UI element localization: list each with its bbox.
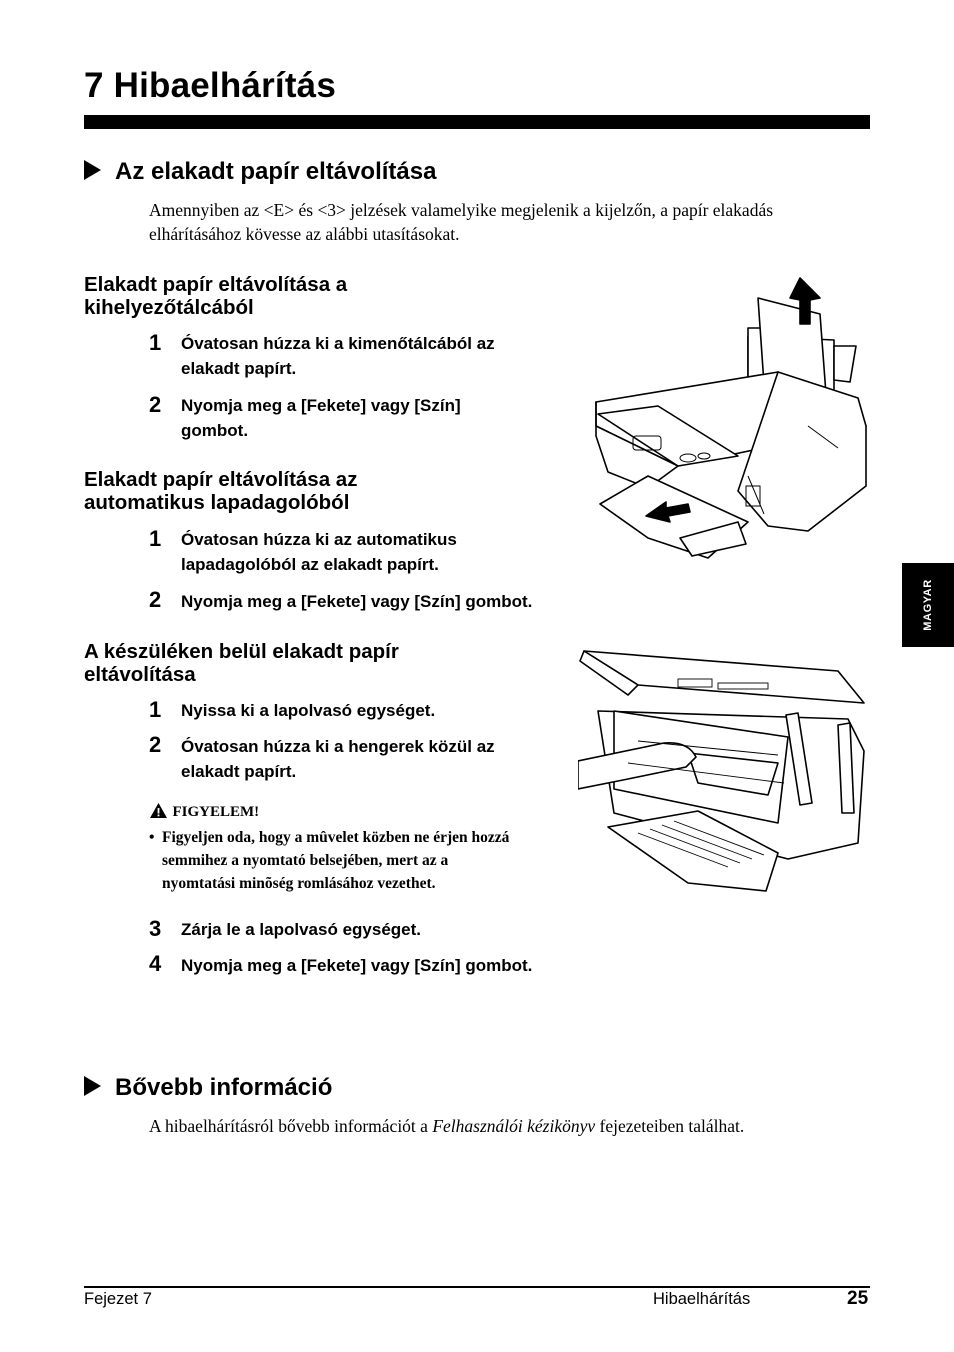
- intro-line: elhárításához kövesse az alábbi utasításokat.: [149, 224, 460, 244]
- step-line: elakadt papírt.: [181, 359, 297, 378]
- step-number: 2: [149, 392, 162, 417]
- subsection-title-output-tray: [84, 273, 347, 319]
- chapter-rule: [84, 115, 870, 129]
- subsection-title-line: Elakadt papír eltávolítása az: [84, 468, 358, 491]
- printer-output-tray-illustration: [588, 276, 870, 560]
- subsection-title-line: A készüléken belül elakadt papír: [84, 640, 399, 663]
- step-text: Nyomja meg a [Fekete] vagy [Szín] gombot.: [181, 592, 533, 611]
- step-text: Zárja le a lapolvasó egységet.: [181, 920, 422, 939]
- printer-scanner-open-illustration: [578, 643, 870, 895]
- step-number: 4: [149, 951, 162, 976]
- footer-title: Hibaelhárítás: [653, 1290, 751, 1308]
- subsection-title-inside: [84, 640, 399, 686]
- side-tab-label: MAGYAR: [922, 579, 934, 631]
- triangle-bullet-icon: [84, 160, 101, 180]
- warning-line: semmihez a nyomtató belsejében, mert az a: [162, 852, 449, 869]
- step-line: Óvatosan húzza ki a hengerek közül az: [181, 737, 495, 756]
- step-line: Nyomja meg a [Fekete] vagy [Szín]: [181, 396, 461, 415]
- more-info-text-part: A hibaelhárításról bővebb információt a: [149, 1116, 433, 1136]
- step-text: [181, 331, 495, 381]
- step-text: Nyomja meg a [Fekete] vagy [Szín] gombot.: [181, 956, 533, 975]
- chapter-title: 7 Hibaelhárítás: [84, 66, 336, 105]
- section-heading-text: Bővebb információ: [115, 1074, 333, 1101]
- section-intro: [149, 198, 773, 246]
- step-line: gombot.: [181, 421, 249, 440]
- step-number: 1: [149, 526, 162, 551]
- page-number: 25: [847, 1288, 869, 1309]
- more-info-text: [149, 1114, 744, 1138]
- more-info-text-part: fejezeteiben találhat.: [595, 1116, 745, 1136]
- step-text: [181, 734, 495, 784]
- step-number: 1: [149, 330, 162, 355]
- section-heading-more-info: [84, 1074, 332, 1102]
- step-number: 2: [149, 732, 162, 757]
- manual-title: Felhasználói kézikönyv: [432, 1116, 596, 1136]
- footer-rule: [84, 1286, 870, 1288]
- language-side-tab: [902, 563, 954, 647]
- step-line: Óvatosan húzza ki az automatikus: [181, 530, 457, 549]
- warning-block: [149, 802, 259, 821]
- warning-text: [162, 826, 509, 895]
- section-heading-text: Az elakadt papír eltávolítása: [115, 158, 437, 185]
- step-text: Nyissa ki a lapolvasó egységet.: [181, 701, 436, 720]
- footer-chapter: Fejezet 7: [84, 1290, 152, 1308]
- step-number: 1: [149, 697, 162, 722]
- section-heading-paper-jam: [84, 158, 436, 186]
- warning-triangle-icon: [149, 802, 168, 819]
- step-text: [181, 527, 457, 577]
- subsection-title-line: kihelyezőtálcából: [84, 296, 254, 319]
- warning-title: FIGYELEM!: [172, 804, 260, 820]
- step-line: Óvatosan húzza ki a kimenőtálcából az: [181, 334, 495, 353]
- warning-line: Figyeljen oda, hogy a mûvelet közben ne érjen hozzá: [162, 829, 510, 846]
- step-line: lapadagolóból az elakadt papírt.: [181, 555, 439, 574]
- subsection-title-line: Elakadt papír eltávolítása a: [84, 273, 348, 296]
- step-number: 2: [149, 587, 162, 612]
- subsection-title-line: eltávolítása: [84, 663, 196, 686]
- warning-line: nyomtatási minõség romlásához vezethet.: [162, 875, 436, 892]
- intro-line: Amennyiben az <E> és <3> jelzések valamelyike megjelenik a kijelzőn, a papír elakadás: [149, 200, 774, 220]
- subsection-title-line: automatikus lapadagolóból: [84, 491, 350, 514]
- triangle-bullet-icon: [84, 1076, 101, 1096]
- step-number: 3: [149, 916, 162, 941]
- warning-bullet: •: [149, 829, 155, 846]
- step-text: [181, 393, 461, 443]
- step-line: elakadt papírt.: [181, 762, 297, 781]
- subsection-title-adf: [84, 468, 357, 514]
